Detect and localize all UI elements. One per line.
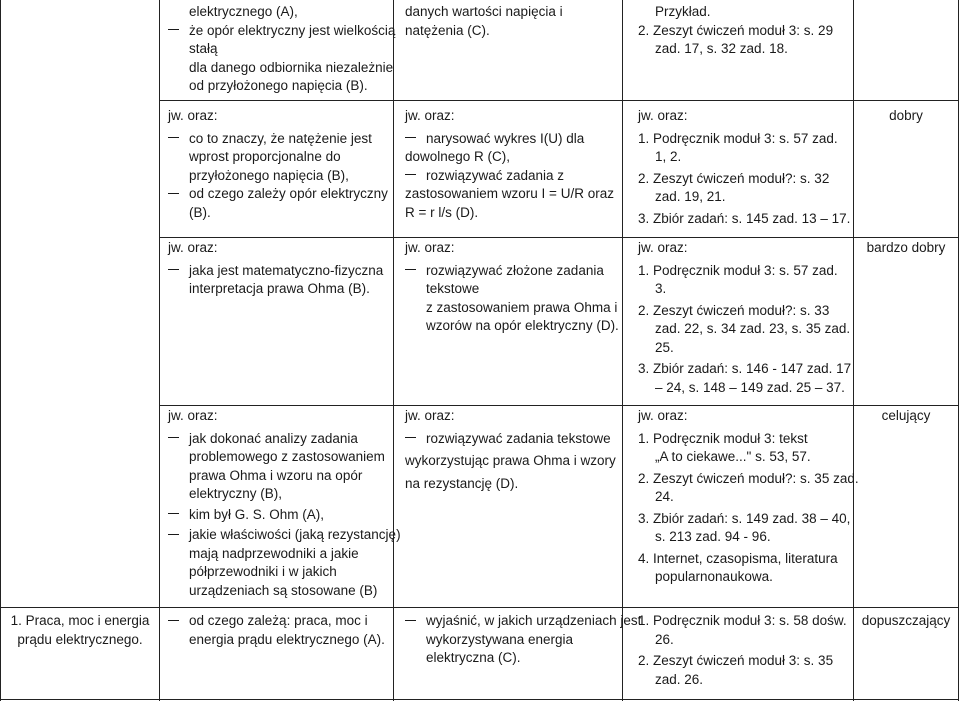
text-line: 1, 2.	[655, 149, 682, 164]
text-line: urządzeniach są stosowane (B)	[189, 582, 378, 598]
text-line: prawa Ohma i wzoru na opór	[189, 467, 363, 483]
row-divider-1	[159, 100, 959, 101]
dash-bullet	[168, 513, 179, 514]
text-line: elektryczna (C).	[426, 650, 521, 665]
text-line: rozwiązywać zadania tekstowe	[426, 430, 611, 446]
text-line: elektrycznego (A),	[189, 4, 298, 19]
bullet-line	[168, 185, 388, 204]
bullet-line	[405, 167, 614, 186]
bullet-line	[168, 612, 385, 631]
text-line: półprzewodniki i w jakich	[189, 564, 337, 579]
dash-bullet	[405, 174, 416, 175]
grade-dopuszczajacy: dopuszczający	[861, 613, 951, 628]
text-line: mają nadprzewodniki a jakie	[189, 545, 359, 561]
text-line: od przyłożonego napięcia (B).	[189, 78, 368, 93]
topic-cell	[1, 612, 159, 649]
row-label: jw. oraz:	[638, 240, 688, 255]
text-line: 1. Podręcznik moduł 3: tekst	[638, 430, 808, 446]
col-c-row4-cell	[405, 612, 641, 668]
bullet-line	[168, 526, 401, 545]
col-d-top-cell	[638, 3, 833, 59]
text-line: zad. 26.	[655, 671, 704, 687]
text-line: zad. 17, s. 32 zad. 18.	[655, 41, 788, 56]
grade-dobry: dobry	[889, 108, 923, 123]
text-line: Przykład.	[655, 4, 711, 19]
text-line: 2. Zeszyt ćwiczeń moduł?: s. 35 zad.	[638, 470, 859, 486]
text-line: „A to ciekawe..." s. 53, 57.	[655, 449, 811, 464]
text-line: 1. Podręcznik moduł 3: s. 58 dośw.	[638, 613, 847, 628]
text-line: 3. Zbiór zadań: s. 149 zad. 38 – 40,	[638, 510, 851, 526]
row-label: jw. oraz:	[168, 240, 218, 255]
bullet-line	[405, 130, 614, 149]
text-line: 26.	[655, 631, 674, 647]
row-label: jw. oraz:	[405, 108, 455, 123]
text-line: tekstowe	[426, 281, 480, 296]
col-c-row1-cell	[405, 107, 614, 222]
text-line: wykorzystując prawa Ohma i wzory	[405, 453, 616, 468]
topic-title: prądu elektrycznego.	[17, 631, 143, 647]
text-line: 2. Zeszyt ćwiczeń moduł 3: s. 29	[638, 22, 834, 38]
row-divider-4	[0, 607, 959, 608]
text-line: 24.	[655, 489, 674, 504]
col-d-row1-cell	[638, 107, 850, 228]
col-c-top-cell	[405, 3, 563, 40]
text-line: od czego zależy opór elektryczny	[189, 186, 388, 201]
dash-bullet	[405, 437, 416, 438]
grade-bardzo-dobry: bardzo dobry	[866, 240, 946, 255]
text-line: problemowego z zastosowaniem	[189, 449, 385, 464]
text-line: kim był G. S. Ohm (A),	[189, 506, 325, 522]
topic-title: 1. Praca, moc i energia	[10, 613, 150, 628]
table-border-bottom	[0, 699, 959, 700]
col-c-row3-cell	[405, 407, 616, 493]
dash-bullet	[168, 137, 179, 138]
text-line: rozwiązywać zadania z	[426, 167, 565, 183]
text-line: wykorzystywana energia	[426, 631, 574, 647]
text-line: z zastosowaniem prawa Ohma i	[426, 299, 618, 315]
grade-celujacy: celujący	[881, 408, 931, 423]
dash-bullet	[168, 620, 179, 621]
bullet-line	[168, 262, 383, 281]
text-line: 25.	[655, 339, 674, 355]
text-line: 3. Zbiór zadań: s. 145 zad. 13 – 17.	[638, 210, 851, 226]
col-d-row3-cell	[638, 407, 859, 587]
dash-bullet	[168, 29, 179, 30]
text-line: dowolnego R (C),	[405, 149, 511, 164]
row-label: jw. oraz:	[638, 108, 688, 123]
text-line: przyłożonego napięcia (B),	[189, 167, 349, 183]
text-line: jakie właściwości (jaką rezystancję)	[189, 527, 401, 542]
column-divider-4	[853, 0, 854, 701]
dash-bullet	[405, 620, 416, 621]
bullet-line	[168, 130, 388, 149]
col-b-row4-cell	[168, 612, 385, 649]
text-line: wzorów na opór elektryczny (D).	[426, 318, 619, 333]
text-line: dla danego odbiornika niezależnie	[189, 59, 394, 75]
text-line: 2. Zeszyt ćwiczeń moduł?: s. 32	[638, 170, 830, 186]
column-divider-1	[159, 0, 160, 701]
col-b-row1-cell	[168, 107, 388, 222]
col-b-row2-cell	[168, 239, 383, 299]
col-d-row4-cell	[638, 612, 847, 689]
table-border-right	[958, 0, 959, 701]
text-line: danych wartości napięcia i	[405, 4, 563, 19]
text-line: interpretacja prawa Ohma (B).	[189, 281, 370, 296]
row-label: jw. oraz:	[405, 408, 455, 423]
text-line: jak dokonać analizy zadania	[189, 430, 358, 446]
text-line: elektryczny (B),	[189, 486, 283, 501]
row-label: jw. oraz:	[405, 240, 455, 255]
text-line: zastosowaniem wzoru I = U/R oraz	[405, 186, 614, 201]
text-line: popularnonaukowa.	[655, 569, 773, 584]
table-border-left	[0, 0, 1, 701]
col-b-top-cell	[168, 3, 395, 96]
dash-bullet	[168, 534, 179, 535]
bullet-line	[405, 612, 641, 631]
text-line: natężenia (C).	[405, 22, 490, 38]
bullet-line	[405, 262, 619, 281]
text-line: wyjaśnić, w jakich urządzeniach jest	[426, 613, 642, 628]
text-line: 1. Podręcznik moduł 3: s. 57 zad.	[638, 130, 838, 146]
text-line: narysować wykres I(U) dla	[426, 130, 585, 146]
col-d-row2-cell	[638, 239, 851, 397]
text-line: 1. Podręcznik moduł 3: s. 57 zad.	[638, 262, 838, 278]
text-line: energia prądu elektrycznego (A).	[189, 631, 385, 647]
text-line: na rezystancję (D).	[405, 475, 519, 491]
dash-bullet	[405, 137, 416, 138]
text-line: że opór elektryczny jest wielkością	[189, 22, 396, 38]
row-divider-3	[159, 405, 959, 406]
text-line: zad. 19, 21.	[655, 189, 726, 204]
text-line: s. 213 zad. 94 - 96.	[655, 529, 771, 544]
row-label: jw. oraz:	[638, 408, 688, 423]
row-label: jw. oraz:	[168, 408, 218, 423]
text-line: 3. Zbiór zadań: s. 146 - 147 zad. 17	[638, 361, 852, 376]
text-line: 4. Internet, czasopisma, literatura	[638, 550, 838, 566]
dash-bullet	[168, 193, 179, 194]
text-line: 3.	[655, 281, 667, 296]
text-line: zad. 22, s. 34 zad. 23, s. 35 zad.	[655, 321, 851, 336]
bullet-line	[168, 430, 401, 449]
row-label: jw. oraz:	[168, 108, 218, 123]
text-line: od czego zależą: praca, moc i	[189, 613, 368, 628]
text-line: 2. Zeszyt ćwiczeń moduł 3: s. 35	[638, 653, 834, 668]
column-divider-3	[622, 0, 623, 701]
text-line: 2. Zeszyt ćwiczeń moduł?: s. 33	[638, 302, 830, 318]
dash-bullet	[405, 269, 416, 270]
text-line: wprost proporcjonalne do	[189, 149, 341, 164]
text-line: R = r l/s (D).	[405, 204, 479, 220]
row-divider-2	[159, 237, 959, 238]
text-line: – 24, s. 148 – 149 zad. 25 – 37.	[655, 379, 845, 395]
bullet-line	[168, 22, 395, 41]
col-b-row3-cell	[168, 407, 401, 600]
text-line: rozwiązywać złożone zadania	[426, 262, 604, 278]
bullet-line	[168, 506, 401, 525]
bullet-line	[405, 430, 616, 449]
dash-bullet	[168, 269, 179, 270]
dash-bullet	[168, 437, 179, 438]
text-line: stałą	[189, 41, 218, 56]
col-c-row2-cell	[405, 239, 619, 336]
text-line: co to znaczy, że natężenie jest	[189, 130, 372, 146]
text-line: (B).	[189, 204, 211, 220]
text-line: jaka jest matematyczno-fizyczna	[189, 262, 384, 278]
